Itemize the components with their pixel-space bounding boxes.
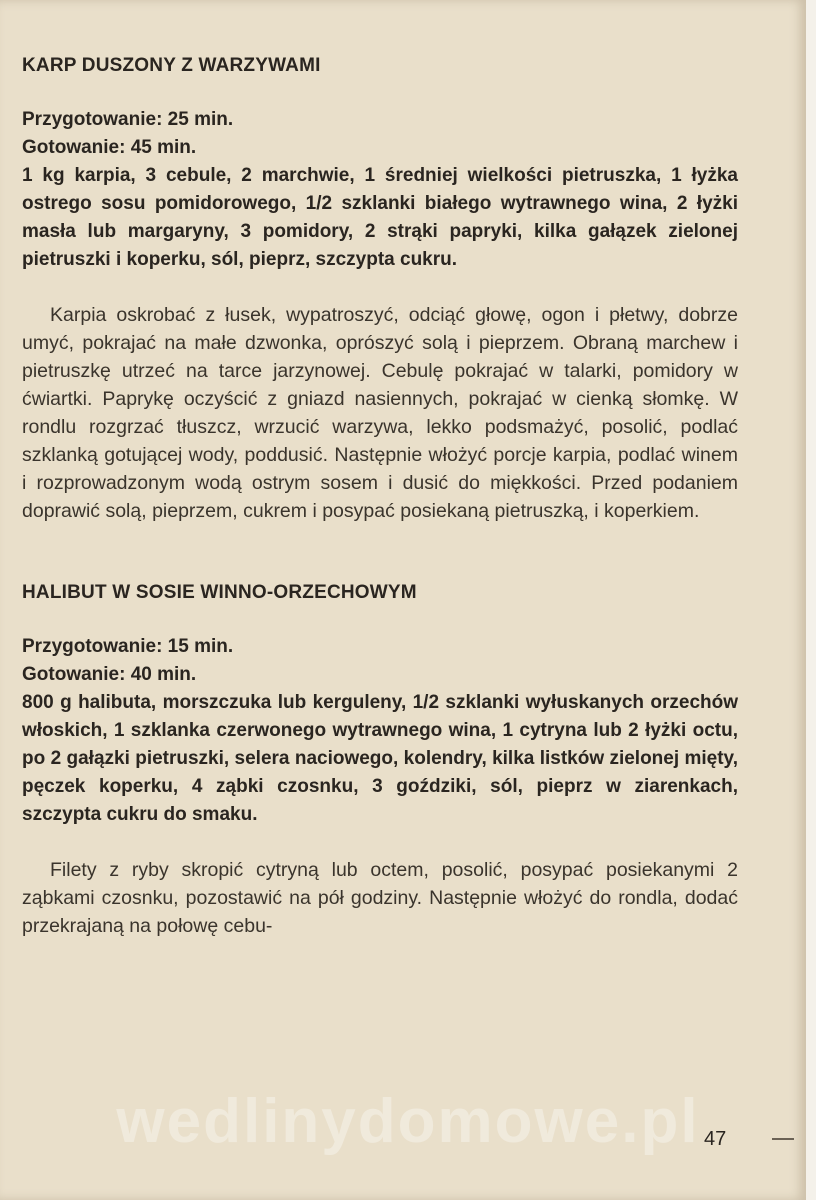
page-content (22, 52, 738, 940)
recipe-meta (22, 106, 738, 274)
page-edge (806, 0, 816, 1200)
recipe-title: KARP DUSZONY Z WARZYWAMI (22, 55, 321, 76)
cook-time: Gotowanie: 40 min. (22, 664, 197, 685)
ingredients-list: 800 g halibuta, morszczuka lub kerguleny, 1/2 szklanki wyłuskanych orzechów włoskich, 1 szklanka czerwonego wytrawnego wina, 1 cytryna lub 2 łyżki octu, po 2 gałązki pietruszki, selera naciowego, kolendry, kilka listków zielonej mięty, pęczek koperku, 4 ząbki czosnku, 3 goździki, sól, pieprz w ziarenkach, szczypta cukru do smaku. (22, 692, 738, 825)
ingredients-list: 1 kg karpia, 3 cebule, 2 marchwie, 1 średniej wielkości pietruszka, 1 łyżka ostrego sosu pomidorowego, 1/2 szklanki białego wytrawnego wina, 2 łyżki masła lub margaryny, 3 pomidory, 2 strąki papryki, kilka gałązek zielonej pietruszki i koperku, sól, pieprz, szczypta cukru. (22, 165, 738, 270)
page-edge-mark (772, 1138, 794, 1140)
recipe-meta (22, 633, 738, 829)
method-text: Filety z ryby skropić cytryną lub octem, posolić, posypać posiekanymi 2 ząbkami czosnku, pozostawić na pół godziny. Następnie włożyć do rondla, dodać przekrajaną na połowę cebu- (22, 859, 738, 937)
cook-time: Gotowanie: 45 min. (22, 137, 197, 158)
prep-time: Przygotowanie: 15 min. (22, 636, 234, 657)
recipe-karp (22, 52, 738, 525)
watermark: wedlinydomowe.pl (116, 1087, 700, 1156)
method-text: Karpia oskrobać z łusek, wypatroszyć, odciąć głowę, ogon i płetwy, dobrze umyć, pokrajać na małe dzwonka, oprószyć solą i pieprzem. Obraną marchew i pietruszkę utrzeć na tarce jarzynowej. Cebulę pokrajać w talarki, pomidory w ćwiartki. Paprykę oczyścić z gniazd nasiennych, pokrajać w cienką słomkę. W rondlu rozgrzać tłuszcz, wrzucić warzywa, lekko podsmażyć, posolić, podlać szklanką gotującej wody, poddusić. Następnie włożyć porcje karpia, podlać winem i rozprowadzonym wodą ostrym sosem i dusić do miękkości. Przed podaniem doprawić solą, pieprzem, cukrem i posypać posiekaną pietruszką, i koperkiem. (22, 304, 738, 522)
recipe-title: HALIBUT W SOSIE WINNO-ORZECHOWYM (22, 582, 417, 603)
recipe-halibut (22, 579, 738, 940)
page-number: 47 (704, 1128, 727, 1150)
prep-time: Przygotowanie: 25 min. (22, 109, 234, 130)
